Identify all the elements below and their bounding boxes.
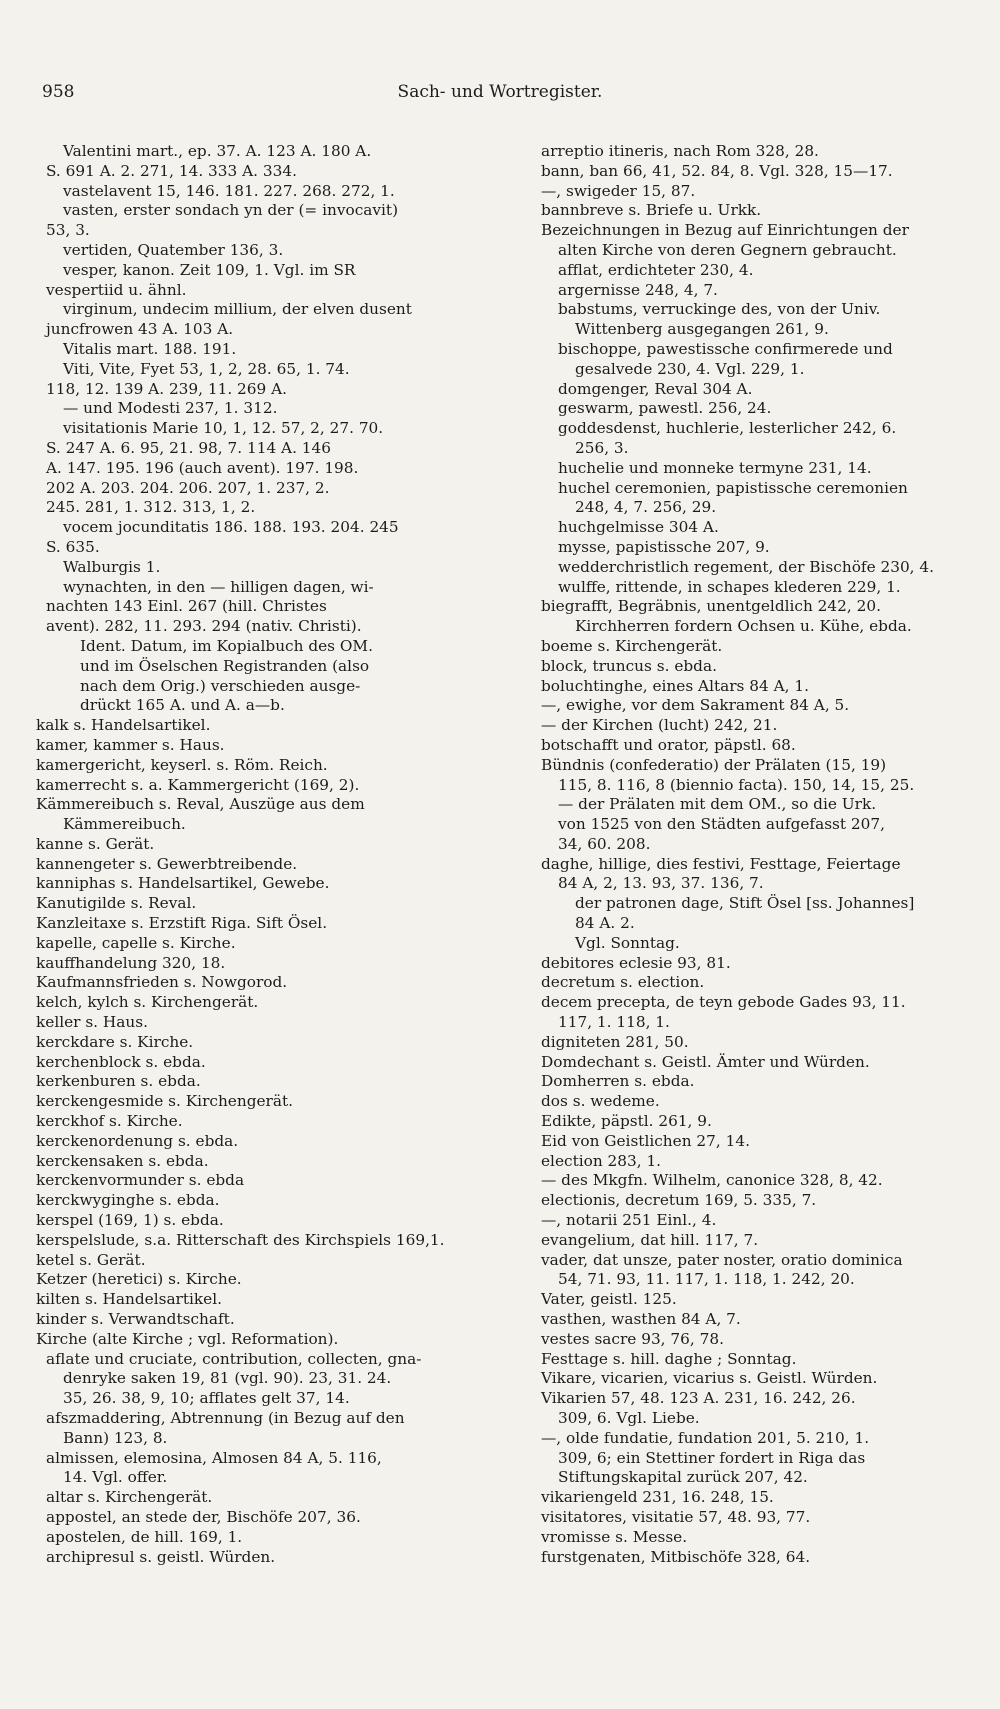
register-entry: S. 691 A. 2. 271, 14. 333 A. 334.	[46, 161, 297, 180]
register-entry: 309, 6. Vgl. Liebe.	[558, 1409, 700, 1427]
register-entry: daghe, hillige, dies festivi, Festtage, Feiertage	[541, 854, 901, 873]
register-entry: kelch, kylch s. Kirchengerät.	[36, 993, 259, 1012]
register-entry: Kämmereibuch.	[63, 815, 186, 834]
register-entry: kannengeter s. Gewerbtreibende.	[36, 854, 298, 873]
register-entry: visitationis Marie 10, 1, 12. 57, 2, 27. 70.	[63, 419, 384, 438]
register-entry: kamer, kammer s. Haus.	[36, 735, 225, 754]
register-entry: Kaufmannsfrieden s. Nowgorod.	[36, 973, 288, 992]
register-entry: 245. 281, 1. 312. 313, 1, 2.	[46, 498, 256, 517]
register-entry: —, notarii 251 Einl., 4.	[541, 1211, 717, 1230]
register-entry: Kämmereibuch s. Reval, Auszüge aus dem	[36, 795, 365, 814]
register-entry: bannbreve s. Briefe u. Urkk.	[541, 201, 762, 220]
register-entry: 54, 71. 93, 11. 117, 1. 118, 1. 242, 20.	[558, 1270, 855, 1289]
register-entry: vocem jocunditatis 186. 188. 193. 204. 245	[63, 518, 399, 537]
register-entry: — der Kirchen (lucht) 242, 21.	[541, 716, 778, 735]
register-entry: wedderchristlich regement, der Bischöfe 230, 4.	[558, 557, 934, 576]
register-entry: avent). 282, 11. 293. 294 (nativ. Christi).	[46, 617, 362, 636]
register-entry: keller s. Haus.	[36, 1013, 148, 1032]
register-entry: vikariengeld 231, 16. 248, 15.	[541, 1488, 774, 1507]
register-entry: Bündnis (confederatio) der Prälaten (15, 19)	[541, 755, 887, 774]
register-entry: Eid von Geistlichen 27, 14.	[541, 1131, 750, 1150]
register-entry: drückt 165 A. und A. a—b.	[80, 696, 285, 715]
register-entry: vastelavent 15, 146. 181. 227. 268. 272, 1.	[63, 181, 395, 200]
register-entry: evangelium, dat hill. 117, 7.	[541, 1230, 759, 1249]
register-entry: kamergericht, keyserl. s. Röm. Reich.	[36, 755, 328, 774]
register-entry: 202 A. 203. 204. 206. 207, 1. 237, 2.	[46, 478, 330, 497]
register-entry: vesper, kanon. Zeit 109, 1. Vgl. im SR	[63, 260, 356, 279]
register-entry: election 283, 1.	[541, 1151, 662, 1170]
register-entry: ketel s. Gerät.	[36, 1250, 146, 1269]
register-entry: kerspel (169, 1) s. ebda.	[36, 1211, 224, 1230]
register-entry: Vater, geistl. 125.	[541, 1290, 677, 1309]
register-entry: kanniphas s. Handelsartikel, Gewebe.	[36, 874, 330, 893]
register-entry: apostelen, de hill. 169, 1.	[46, 1527, 243, 1546]
register-entry: Viti, Vite, Fyet 53, 1, 2, 28. 65, 1. 74.	[63, 359, 350, 378]
register-entry: der patronen dage, Stift Ösel [ss. Johannes]	[575, 894, 915, 913]
right-column	[531, 142, 964, 1567]
register-entry: Edikte, päpstl. 261, 9.	[541, 1112, 712, 1131]
register-entry: arreptio itineris, nach Rom 328, 28.	[541, 142, 819, 160]
register-entry: almissen, elemosina, Almosen 84 A, 5. 116,	[46, 1448, 382, 1467]
register-entry: nachten 143 Einl. 267 (hill. Christes	[46, 597, 327, 616]
running-head	[42, 82, 958, 110]
register-entry: vespertiid u. ähnl.	[46, 280, 187, 299]
register-entry: archipresul s. geistl. Würden.	[46, 1547, 276, 1566]
register-entry: kerckdare s. Kirche.	[36, 1032, 194, 1051]
register-entry: babstums, verruckinge des, von der Univ.	[558, 300, 881, 319]
register-entry: geswarm, pawestl. 256, 24.	[558, 399, 772, 418]
register-entry: vromisse s. Messe.	[541, 1527, 688, 1546]
register-entry: appostel, an stede der, Bischöfe 207, 36.	[46, 1507, 361, 1526]
register-entry: und im Öselschen Registranden (also	[80, 656, 370, 675]
register-entry: juncfrowen 43 A. 103 A.	[46, 320, 234, 339]
register-entry: digniteten 281, 50.	[541, 1032, 689, 1051]
register-title: Sach- und Wortregister.	[397, 82, 603, 102]
register-entry: huchel ceremonien, papistissche ceremonien	[558, 478, 908, 497]
register-entry: — der Prälaten mit dem OM., so die Urk.	[558, 795, 877, 814]
register-entry: 84 A. 2.	[575, 914, 635, 933]
register-entry: denryke saken 19, 81 (vgl. 90). 23, 31. 24.	[63, 1369, 392, 1388]
register-entry: kerckengesmide s. Kirchengerät.	[36, 1092, 293, 1111]
register-entry: 115, 8. 116, 8 (biennio facta). 150, 14, 15, 25.	[558, 775, 915, 794]
register-entry: visitatores, visitatie 57, 48. 93, 77.	[541, 1507, 811, 1526]
register-entry: afszmaddering, Abtrennung (in Bezug auf den	[46, 1409, 405, 1427]
register-entry: Vgl. Sonntag.	[575, 933, 680, 952]
register-entry: Vikarien 57, 48. 123 A. 231, 16. 242, 26.	[541, 1389, 856, 1408]
register-entry: Vikare, vicarien, vicarius s. Geistl. Würden.	[541, 1369, 878, 1388]
register-entry: alten Kirche von deren Gegnern gebraucht.	[558, 240, 897, 259]
register-entry: kerkenburen s. ebda.	[36, 1072, 201, 1091]
register-entry: 35, 26. 38, 9, 10; afflates gelt 37, 14.	[63, 1389, 350, 1408]
register-entry: 34, 60. 208.	[558, 834, 651, 853]
register-entry: huchgelmisse 304 A.	[558, 518, 719, 537]
register-entry: 117, 1. 118, 1.	[558, 1013, 670, 1032]
register-entry: block, truncus s. ebda.	[541, 656, 717, 675]
register-entry: Bann) 123, 8.	[63, 1428, 168, 1447]
register-entry: argernisse 248, 4, 7.	[558, 280, 718, 299]
register-entry: Kanutigilde s. Reval.	[36, 894, 197, 913]
register-entry: von 1525 von den Städten aufgefasst 207,	[558, 815, 885, 834]
register-entry: gesalvede 230, 4. Vgl. 229, 1.	[575, 359, 805, 378]
register-columns	[36, 142, 964, 1567]
register-entry: Domdechant s. Geistl. Ämter und Würden.	[541, 1052, 870, 1071]
register-entry: virginum, undecim millium, der elven dusent	[63, 300, 412, 319]
register-entry: 256, 3.	[575, 438, 629, 457]
register-entry: furstgenaten, Mitbischöfe 328, 64.	[541, 1547, 811, 1566]
register-entry: 14. Vgl. offer.	[63, 1468, 168, 1487]
register-entry: — und Modesti 237, 1. 312.	[63, 399, 278, 418]
register-entry: vasthen, wasthen 84 A, 7.	[541, 1310, 741, 1329]
register-entry: decretum s. election.	[541, 973, 705, 992]
register-entry: boluchtinghe, eines Altars 84 A, 1.	[541, 676, 809, 695]
register-entry: Vitalis mart. 188. 191.	[63, 339, 237, 358]
register-entry: S. 635.	[46, 537, 100, 556]
register-entry: kalk s. Handelsartikel.	[36, 716, 211, 735]
register-entry: boeme s. Kirchengerät.	[541, 636, 723, 655]
register-entry: — des Mkgfn. Wilhelm, canonice 328, 8, 42.	[541, 1171, 883, 1190]
register-entry: mysse, papistissche 207, 9.	[558, 537, 770, 556]
register-entry: kinder s. Verwandtschaft.	[36, 1310, 235, 1329]
register-entry: kerckensaken s. ebda.	[36, 1151, 209, 1170]
register-entry: Kirche (alte Kirche ; vgl. Reformation).	[36, 1329, 339, 1348]
register-entry: Festtage s. hill. daghe ; Sonntag.	[541, 1349, 797, 1368]
register-entry: Stiftungskapital zurück 207, 42.	[558, 1468, 808, 1487]
register-entry: 53, 3.	[46, 221, 90, 240]
register-entry: altar s. Kirchengerät.	[46, 1488, 213, 1507]
register-entry: S. 247 A. 6. 95, 21. 98, 7. 114 A. 146	[46, 438, 332, 457]
register-entry: afflat, erdichteter 230, 4.	[558, 260, 754, 279]
register-entry: Walburgis 1.	[63, 557, 161, 576]
register-entry: Wittenberg ausgegangen 261, 9.	[575, 320, 829, 339]
register-entry: biegrafft, Begräbnis, unentgeldlich 242, 20.	[541, 597, 881, 616]
register-entry: Ketzer (heretici) s. Kirche.	[36, 1270, 242, 1289]
register-entry: —, swigeder 15, 87.	[541, 181, 696, 200]
register-entry: Ident. Datum, im Kopialbuch des OM.	[80, 636, 373, 655]
register-entry: debitores eclesie 93, 81.	[541, 953, 731, 972]
register-entry: Valentini mart., ep. 37. A. 123 A. 180 A.	[63, 142, 372, 160]
register-entry: vestes sacre 93, 76, 78.	[541, 1329, 724, 1348]
register-entry: electionis, decretum 169, 5. 335, 7.	[541, 1191, 817, 1210]
register-entry: huchelie und monneke termyne 231, 14.	[558, 458, 872, 477]
register-entry: —, ewighe, vor dem Sakrament 84 A, 5.	[541, 696, 850, 715]
register-entry: vader, dat unsze, pater noster, oratio dominica	[541, 1250, 903, 1269]
register-entry: —, olde fundatie, fundation 201, 5. 210, 1.	[541, 1428, 870, 1447]
register-entry: vasten, erster sondach yn der (= invocavit)	[63, 201, 399, 220]
page-number: 958	[42, 82, 75, 102]
register-entry: kerchenblock s. ebda.	[36, 1052, 206, 1071]
register-entry: A. 147. 195. 196 (auch avent). 197. 198.	[46, 458, 359, 477]
register-entry: kerckhof s. Kirche.	[36, 1112, 183, 1131]
register-entry: wulffe, rittende, in schapes klederen 229, 1.	[558, 577, 901, 596]
register-entry: botschafft und orator, päpstl. 68.	[541, 735, 796, 754]
register-entry: decem precepta, de teyn gebode Gades 93, 11.	[541, 993, 906, 1012]
register-entry: vertiden, Quatember 136, 3.	[63, 240, 284, 259]
register-entry: kerckwyginghe s. ebda.	[36, 1191, 220, 1210]
register-entry: domgenger, Reval 304 A.	[558, 379, 753, 398]
register-entry: wynachten, in den — hilligen dagen, wi-	[63, 577, 374, 596]
register-entry: aflate und cruciate, contribution, collecten, gna-	[46, 1349, 422, 1368]
register-entry: bann, ban 66, 41, 52. 84, 8. Vgl. 328, 15—17.	[541, 161, 893, 180]
register-entry: dos s. wedeme.	[541, 1092, 660, 1111]
register-entry: kapelle, capelle s. Kirche.	[36, 933, 236, 952]
register-entry: kerckenordenung s. ebda.	[36, 1131, 239, 1150]
register-entry: 84 A, 2, 13. 93, 37. 136, 7.	[558, 874, 764, 893]
register-entry: 118, 12. 139 A. 239, 11. 269 A.	[46, 379, 288, 398]
register-entry: nach dem Orig.) verschieden ausge-	[80, 676, 361, 695]
register-entry: kanne s. Gerät.	[36, 834, 155, 853]
register-entry: kamerrecht s. a. Kammergericht (169, 2).	[36, 775, 360, 794]
register-entry: Kanzleitaxe s. Erzstift Riga. Sift Ösel.	[36, 914, 328, 933]
register-entry: Bezeichnungen in Bezug auf Einrichtungen der	[541, 221, 909, 240]
register-entry: kilten s. Handelsartikel.	[36, 1290, 222, 1309]
register-entry: 309, 6; ein Stettiner fordert in Riga das	[558, 1448, 866, 1467]
register-entry: bischoppe, pawestissche confirmerede und	[558, 339, 893, 358]
register-entry: kerckenvormunder s. ebda	[36, 1171, 245, 1190]
register-entry: kerspelslude, s.a. Ritterschaft des Kirchspiels 169,1.	[36, 1230, 445, 1249]
register-entry: Domherren s. ebda.	[541, 1072, 695, 1091]
register-entry: goddesdenst, huchlerie, lesterlicher 242, 6.	[558, 419, 897, 438]
left-column	[36, 142, 484, 1567]
register-entry: kauffhandelung 320, 18.	[36, 953, 226, 972]
register-entry: 248, 4, 7. 256, 29.	[575, 498, 717, 517]
register-entry: Kirchherren fordern Ochsen u. Kühe, ebda.	[575, 617, 912, 636]
